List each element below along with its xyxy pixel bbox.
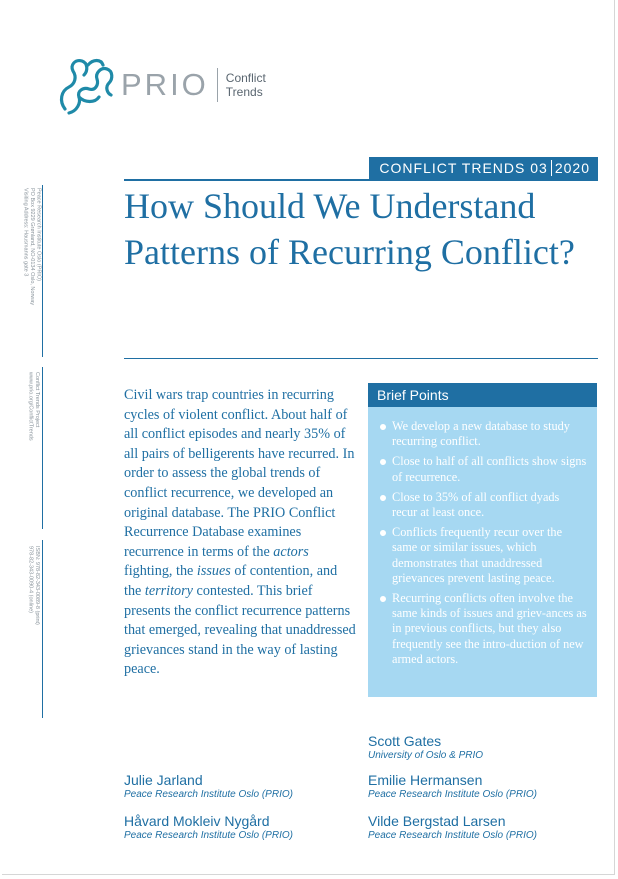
brief-point-text: Conflicts frequently recur over the same or similar issues, which demonstrates that unaddressed grievances prevent lasting peace. [392, 525, 563, 585]
author-name: Håvard Mokleiv Nygård [124, 813, 270, 829]
side-rule-3 [42, 540, 43, 718]
brief-point-text: We develop a new database to study recurring conflict. [392, 419, 570, 449]
author-affiliation: Peace Research Institute Oslo (PRIO) [368, 830, 537, 841]
brief-points-list [368, 419, 597, 667]
logo-sub-line1: Conflict [225, 71, 266, 85]
sidebar-address: Peace Research Institute Oslo (PRIO) PO Box 9229 Grønland, NO-0134 Oslo, Norway Visiting Address: Hausmanns gate 3 [22, 188, 42, 306]
author-affiliation: Peace Research Institute Oslo (PRIO) [124, 789, 293, 800]
bullet-icon [380, 530, 386, 536]
abstract-text [124, 386, 356, 680]
logo-subtitle [226, 71, 266, 99]
bullet-icon [380, 495, 386, 501]
abstract-issues: issues [196, 563, 231, 580]
bullet-icon [380, 424, 386, 430]
logo-wordmark: PRIO [121, 67, 209, 102]
series-year: 2020 [554, 160, 590, 176]
author-name: Emilie Hermansen [368, 772, 483, 788]
page-title [124, 183, 604, 275]
brief-point [380, 419, 587, 449]
brief-points-box [368, 383, 597, 697]
brief-point [380, 591, 587, 667]
brief-point [380, 490, 587, 520]
author-affiliation: Peace Research Institute Oslo (PRIO) [124, 830, 293, 841]
author-julie-jarland [124, 772, 293, 801]
bullet-icon [380, 459, 386, 465]
brief-point-text: Close to 35% of all conflict dyads recur at least once. [392, 489, 560, 520]
brief-point [380, 525, 587, 586]
abstract-part-3: of contention, and the [124, 563, 338, 599]
side-rule-1 [42, 185, 43, 357]
author-affiliation: Peace Research Institute Oslo (PRIO) [368, 789, 537, 800]
banner-divider [551, 160, 552, 176]
brief-points-heading: Brief Points [368, 383, 597, 407]
title-line2: Patterns of Recurring Conflict? [124, 232, 575, 272]
author-emilie-hermansen [368, 772, 537, 801]
series-label [369, 157, 598, 179]
author-affiliation: University of Oslo & PRIO [368, 750, 484, 761]
abstract-part-1: Civil wars trap countries in recurring cycles of violent conflict. About half of all conflict episodes and nearly 35% of all pairs of belligerents have recurred. In order to assess the global trends of conflict recurrence, we developed an original database. The PRIO Conflict Recurrence Database examines recurrence in terms of the [124, 387, 355, 560]
abstract-part-2: fighting, the [124, 563, 197, 580]
author-vilde-larsen [368, 813, 537, 842]
logo-divider [217, 68, 218, 102]
sidebar-isbn: ISBN: 978-82-343-0089-8 (print) 978-82-343-0090-4 (online) [27, 546, 40, 625]
series-banner [124, 157, 598, 181]
author-havard-nygard [124, 813, 293, 842]
series-issue: 03 [530, 160, 548, 176]
brief-point [380, 454, 587, 484]
sidebar-project: Conflict Trends Project www.prio.org/ConflictTrends [27, 372, 40, 441]
abstract-part-4: contested. This brief presents the conflict recurrence patterns that emerged, revealing that unaddressed grievances stand in the way of lasting peace. [124, 582, 356, 678]
author-scott-gates [368, 733, 483, 762]
abstract-territory: territory [144, 582, 193, 599]
author-name: Julie Jarland [124, 772, 203, 788]
author-name: Vilde Bergstad Larsen [368, 813, 506, 829]
title-line1: How Should We Understand [124, 186, 536, 226]
abstract-actors: actors [273, 543, 309, 560]
brief-point-text: Close to half of all conflicts show signs of recurrence. [392, 454, 587, 484]
brief-point-text: Recurring conflicts often involve the same kinds of issues and griev-ances as in previous conflicts, but they also frequently see the intro-duction of new armed actors. [392, 591, 587, 666]
series-name: CONFLICT TRENDS [379, 160, 526, 176]
prio-logo[interactable] [55, 50, 266, 120]
side-rule-2 [42, 367, 43, 529]
prio-dove-icon [55, 51, 117, 119]
bullet-icon [380, 596, 386, 602]
logo-sub-line2: Trends [225, 85, 263, 99]
author-name: Scott Gates [368, 733, 442, 749]
title-divider [124, 358, 598, 359]
